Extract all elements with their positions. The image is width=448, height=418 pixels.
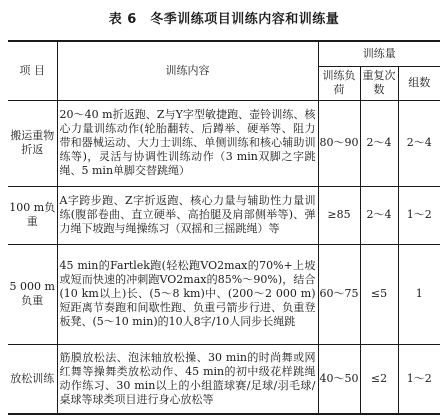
table-row: [8, 344, 440, 414]
header-volume: 训练量: [318, 41, 440, 66]
row-groups: 1～2: [398, 186, 440, 244]
row-content: 20～40 m折返跑、Z与Y字型敏捷跑、壶铃训练、核心力量训练动作(轮胎翻转、后蹲举、硬举等、阻力带和器械运动、大力士训练、单侧训练和核心辅助训练等)，灵活与协调性训练动作（3 min双脚之字跳绳、5 min单脚交替跳绳）: [57, 100, 318, 186]
table-row: [8, 100, 440, 186]
training-table: [8, 40, 440, 415]
header-groups: 组数: [398, 66, 440, 100]
header-item: 项 目: [8, 41, 57, 100]
row-groups: 2～4: [398, 100, 440, 186]
row-groups: 1: [398, 244, 440, 344]
row-item: 放松训练: [8, 344, 57, 414]
header-content: 训练内容: [57, 41, 318, 100]
row-groups: 1～2: [398, 344, 440, 414]
row-item: 搬运重物折返: [8, 100, 57, 186]
row-load: 80～90: [318, 100, 360, 186]
row-content: 45 min的Fartlek跑(轻松跑VO2max的70%+上坡或短而快速的冲刺跑VO2max的85%～90%)，结合(10 km以上)长、(5～8 km)中、(200～2 000 m)短距离节奏跑和间歇性跑、负重弓箭步行进、负重登板凳、(5～10 min)的10人8字/10人同步长绳跳: [57, 244, 318, 344]
row-load: ≥85: [318, 186, 360, 244]
row-item: 5 000 m负重: [8, 244, 57, 344]
row-load: 40～50: [318, 344, 360, 414]
row-item: 100 m负重: [8, 186, 57, 244]
header-reps: 重复次数: [360, 66, 398, 100]
header-load: 训练负荷: [318, 66, 360, 100]
row-content: 筋膜放松法、泡沫轴放松操、30 min的时尚舞或网红舞等操舞类放松动作、45 min的初中级花样跳绳动作练习、30 min以上的小组篮球赛/足球/羽毛球/桌球等球类项目进行身心放松等: [57, 344, 318, 414]
row-load: 60～75: [318, 244, 360, 344]
row-reps: ≤5: [360, 244, 398, 344]
row-reps: ≤2: [360, 344, 398, 414]
table-title: 表 6 冬季训练项目训练内容和训练量: [108, 12, 340, 27]
row-reps: 2～4: [360, 100, 398, 186]
table-row: [8, 186, 440, 244]
row-content: A字跨步跑、Z字折返跑、核心力量与辅助性力量训练(腹部卷曲、直立硬举、高抬腿及肩部侧举等)、弹力绳下坡跑与绳操练习（双摇和三摇跳绳）等: [57, 186, 318, 244]
table-row: [8, 244, 440, 344]
row-reps: 2～4: [360, 186, 398, 244]
